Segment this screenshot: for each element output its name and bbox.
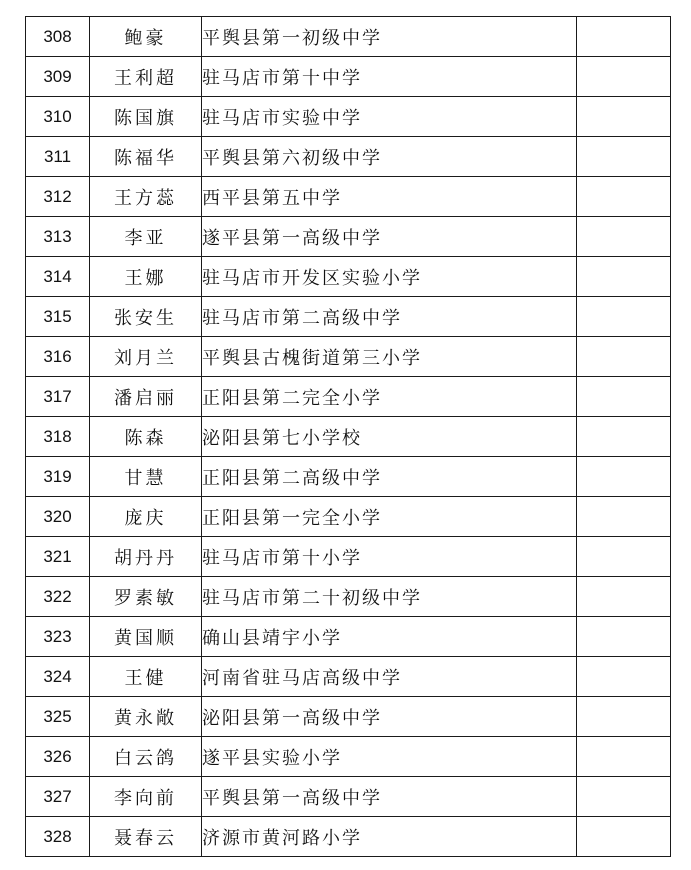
school-name: 西平县第五中学	[202, 177, 577, 217]
table-row	[26, 697, 671, 737]
person-name: 庞庆	[90, 497, 202, 537]
note-cell	[577, 297, 671, 337]
row-number: 309	[26, 57, 90, 97]
note-cell	[577, 537, 671, 577]
person-name: 刘月兰	[90, 337, 202, 377]
note-cell	[577, 457, 671, 497]
note-cell	[577, 217, 671, 257]
row-number: 310	[26, 97, 90, 137]
school-name: 济源市黄河路小学	[202, 817, 577, 857]
note-cell	[577, 497, 671, 537]
table-row	[26, 617, 671, 657]
person-name: 白云鸽	[90, 737, 202, 777]
table-row	[26, 177, 671, 217]
table-row	[26, 417, 671, 457]
school-name: 遂平县实验小学	[202, 737, 577, 777]
row-number: 320	[26, 497, 90, 537]
person-name: 陈国旗	[90, 97, 202, 137]
table-row	[26, 817, 671, 857]
table-row	[26, 777, 671, 817]
row-number: 326	[26, 737, 90, 777]
school-name: 驻马店市第二高级中学	[202, 297, 577, 337]
table-row	[26, 17, 671, 57]
school-name: 确山县靖宇小学	[202, 617, 577, 657]
person-name: 潘启丽	[90, 377, 202, 417]
person-name: 胡丹丹	[90, 537, 202, 577]
person-name: 陈森	[90, 417, 202, 457]
person-name: 聂春云	[90, 817, 202, 857]
person-name: 罗素敏	[90, 577, 202, 617]
row-number: 324	[26, 657, 90, 697]
school-name: 遂平县第一高级中学	[202, 217, 577, 257]
table-row	[26, 297, 671, 337]
row-number: 311	[26, 137, 90, 177]
row-number: 313	[26, 217, 90, 257]
note-cell	[577, 57, 671, 97]
row-number: 319	[26, 457, 90, 497]
row-number: 312	[26, 177, 90, 217]
row-number: 314	[26, 257, 90, 297]
table-row	[26, 537, 671, 577]
school-name: 平舆县第一初级中学	[202, 17, 577, 57]
table-row	[26, 257, 671, 297]
note-cell	[577, 697, 671, 737]
table-row	[26, 137, 671, 177]
person-name: 黄永敞	[90, 697, 202, 737]
table-row	[26, 217, 671, 257]
table-row	[26, 657, 671, 697]
note-cell	[577, 817, 671, 857]
person-name: 甘慧	[90, 457, 202, 497]
row-number: 308	[26, 17, 90, 57]
school-name: 驻马店市开发区实验小学	[202, 257, 577, 297]
row-number: 323	[26, 617, 90, 657]
person-name: 黄国顺	[90, 617, 202, 657]
person-name: 李向前	[90, 777, 202, 817]
person-name: 王娜	[90, 257, 202, 297]
note-cell	[577, 337, 671, 377]
note-cell	[577, 777, 671, 817]
roster-table-body	[26, 17, 671, 857]
row-number: 325	[26, 697, 90, 737]
table-row	[26, 97, 671, 137]
roster-table	[25, 16, 671, 857]
table-row	[26, 577, 671, 617]
row-number: 316	[26, 337, 90, 377]
school-name: 河南省驻马店高级中学	[202, 657, 577, 697]
school-name: 驻马店市第十小学	[202, 537, 577, 577]
school-name: 正阳县第二完全小学	[202, 377, 577, 417]
person-name: 李亚	[90, 217, 202, 257]
school-name: 平舆县第一高级中学	[202, 777, 577, 817]
note-cell	[577, 17, 671, 57]
school-name: 泌阳县第一高级中学	[202, 697, 577, 737]
row-number: 327	[26, 777, 90, 817]
row-number: 315	[26, 297, 90, 337]
note-cell	[577, 137, 671, 177]
school-name: 正阳县第二高级中学	[202, 457, 577, 497]
table-row	[26, 737, 671, 777]
person-name: 王方蕊	[90, 177, 202, 217]
school-name: 平舆县古槐街道第三小学	[202, 337, 577, 377]
table-row	[26, 457, 671, 497]
note-cell	[577, 617, 671, 657]
note-cell	[577, 377, 671, 417]
person-name: 陈福华	[90, 137, 202, 177]
row-number: 317	[26, 377, 90, 417]
note-cell	[577, 97, 671, 137]
table-row	[26, 497, 671, 537]
person-name: 王利超	[90, 57, 202, 97]
school-name: 正阳县第一完全小学	[202, 497, 577, 537]
school-name: 驻马店市第十中学	[202, 57, 577, 97]
note-cell	[577, 177, 671, 217]
table-row	[26, 57, 671, 97]
row-number: 318	[26, 417, 90, 457]
note-cell	[577, 417, 671, 457]
school-name: 驻马店市实验中学	[202, 97, 577, 137]
person-name: 张安生	[90, 297, 202, 337]
note-cell	[577, 577, 671, 617]
school-name: 平舆县第六初级中学	[202, 137, 577, 177]
note-cell	[577, 257, 671, 297]
note-cell	[577, 737, 671, 777]
school-name: 驻马店市第二十初级中学	[202, 577, 577, 617]
table-row	[26, 377, 671, 417]
table-row	[26, 337, 671, 377]
row-number: 328	[26, 817, 90, 857]
row-number: 321	[26, 537, 90, 577]
school-name: 泌阳县第七小学校	[202, 417, 577, 457]
person-name: 王健	[90, 657, 202, 697]
person-name: 鲍豪	[90, 17, 202, 57]
row-number: 322	[26, 577, 90, 617]
note-cell	[577, 657, 671, 697]
